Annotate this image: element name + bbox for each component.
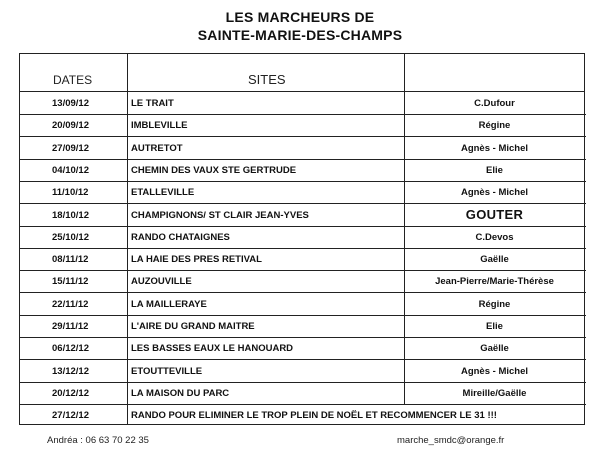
table-row xyxy=(20,293,586,315)
row-date: 06/12/12 xyxy=(52,343,89,355)
row-site: IMBLEVILLE xyxy=(131,120,188,132)
row-site: AUZOUVILLE xyxy=(131,276,192,288)
row-site: ETOUTTEVILLE xyxy=(131,365,203,377)
row-date: 27/09/12 xyxy=(52,142,89,154)
row-date: 13/09/12 xyxy=(52,98,89,109)
table-row xyxy=(20,404,586,426)
row-date: 20/09/12 xyxy=(52,120,89,132)
row-leader: Agnès - Michel xyxy=(460,142,529,154)
table-row xyxy=(20,337,586,359)
row-site: LES BASSES EAUX LE HANOUARD xyxy=(131,343,294,355)
row-leader: Gaëlle xyxy=(480,343,509,355)
row-site: CHEMIN DES VAUX STE GERTRUDE xyxy=(131,164,297,176)
row-date: 04/10/12 xyxy=(52,164,89,176)
table-row xyxy=(20,137,586,159)
row-leader: Agnès - Michel xyxy=(460,187,529,199)
row-site: LA MAISON DU PARC xyxy=(131,387,230,399)
row-leader: Jean-Pierre/Marie-Thérèse xyxy=(435,276,554,288)
row-site: CHAMPIGNONS/ ST CLAIR JEAN-YVES xyxy=(131,209,309,221)
row-site: ETALLEVILLE xyxy=(131,187,195,199)
row-leader: Agnès - Michel xyxy=(460,365,529,377)
row-date: 11/10/12 xyxy=(52,187,89,199)
contact-phone: Andréa : 06 63 70 22 35 xyxy=(47,435,149,446)
row-date: 27/12/12 xyxy=(52,410,89,422)
table-row xyxy=(20,204,586,226)
row-leader: Régine xyxy=(478,298,511,310)
row-date: 20/12/12 xyxy=(52,387,89,399)
row-site: LA MAILLERAYE xyxy=(131,298,207,310)
row-leader: Elie xyxy=(486,164,503,176)
table-row xyxy=(20,181,586,203)
row-date: 08/11/12 xyxy=(52,254,89,266)
table-row xyxy=(20,159,586,181)
row-site: LA HAIE DES PRES RETIVAL xyxy=(131,254,262,266)
table-row xyxy=(20,270,586,292)
column-header-dates: DATES xyxy=(53,73,93,87)
row-site: L'AIRE DU GRAND MAITRE xyxy=(131,321,255,332)
row-date: 15/11/12 xyxy=(52,276,89,288)
row-site: RANDO POUR ELIMINER LE TROP PLEIN DE NOËL ET RECOMMENCER LE 31 !!! xyxy=(131,410,497,422)
row-date: 25/10/12 xyxy=(52,231,89,243)
table-row xyxy=(20,248,586,270)
row-leader: Mireille/Gaëlle xyxy=(462,387,527,399)
schedule-table xyxy=(19,53,585,425)
page-title-line2: SAINTE-MARIE-DES-CHAMPS xyxy=(197,27,403,43)
table-row xyxy=(20,315,586,337)
table-row xyxy=(20,360,586,382)
row-leader: C.Dufour xyxy=(474,98,515,109)
row-site: RANDO CHATAIGNES xyxy=(131,231,230,243)
table-row xyxy=(20,92,586,114)
page-title-line1: LES MARCHEURS DE xyxy=(225,9,375,25)
row-site: AUTRETOT xyxy=(131,142,183,154)
row-leader: Régine xyxy=(478,120,511,132)
row-date: 13/12/12 xyxy=(52,365,89,377)
row-date: 18/10/12 xyxy=(52,209,89,221)
row-leader: GOUTER xyxy=(465,206,524,222)
row-site: LE TRAIT xyxy=(131,98,174,109)
row-date: 29/11/12 xyxy=(52,321,89,332)
table-row xyxy=(20,382,586,404)
row-leader: Gaëlle xyxy=(480,254,509,266)
table-row xyxy=(20,114,586,136)
table-row xyxy=(20,226,586,248)
contact-email[interactable]: marche_smdc@orange.fr xyxy=(397,435,505,446)
row-leader: C.Devos xyxy=(475,231,514,243)
row-leader: Elie xyxy=(486,321,503,332)
row-date: 22/11/12 xyxy=(52,298,89,310)
column-header-sites: SITES xyxy=(248,72,286,87)
